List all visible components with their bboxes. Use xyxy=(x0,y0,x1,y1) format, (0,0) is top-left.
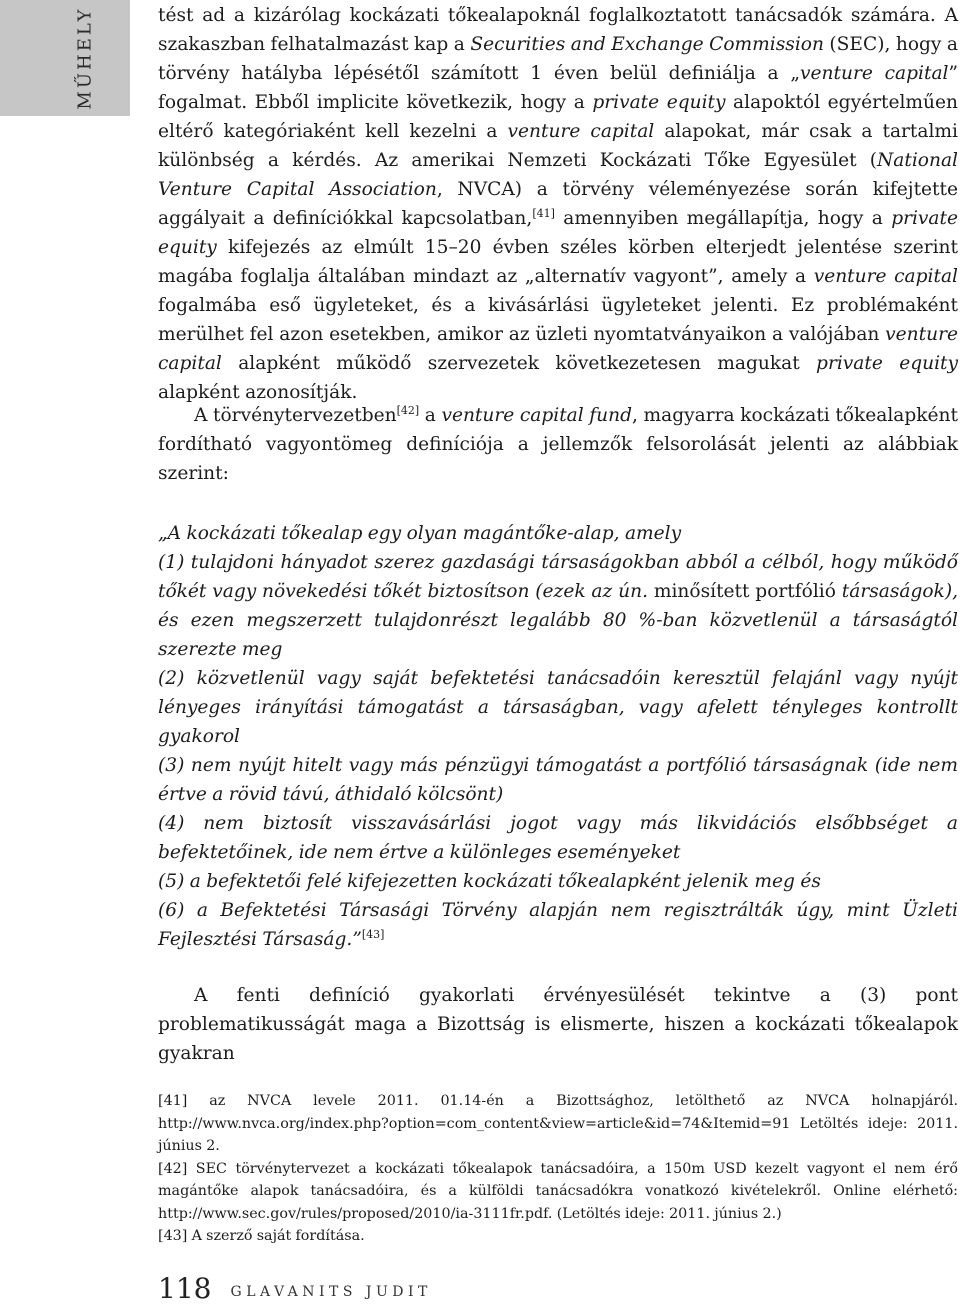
page-footer xyxy=(158,1272,432,1305)
footnote-ref-42[interactable]: [42] xyxy=(396,404,420,417)
footnote-43: [43] A szerző saját fordítása. xyxy=(158,1228,365,1244)
text-run: kifejezés az elmúlt 15–20 évben széles körben elterjedt jelentése szerint magába foglalja általában mindazt az „alternatív vagyont”, amely a xyxy=(158,237,958,287)
text-run: , magyarra kockázati tőkealapként fordítható vagyontömeg definíciója a jellemzők felsorolását jelenti az alábbiak szerint: xyxy=(158,405,958,484)
italic-term: venture capital xyxy=(800,63,949,84)
text-run: a xyxy=(419,405,442,426)
text-run: alapokat, már csak a tartalmi különbség a kérdés. Az amerikai Nemzeti Kockázati Tőke Egyesület ( xyxy=(158,121,958,171)
paragraph-3: A fenti definíció gyakorlati érvényesülését tekintve a (3) pont problematikusságát maga a Bizottság is elismerte, hiszen a kockázati tőkealapok gyakran xyxy=(158,985,958,1064)
section-tab xyxy=(0,0,130,116)
text-run: társaságok), és ezen megszerzett tulajdonrészt legalább 80 %-ban közvetlenül a társaságtól szerezte meg xyxy=(158,581,958,660)
quote-item-3: (3) nem nyújt hitelt vagy más pénzügyi támogatást a portfólió társaságnak (ide nem értve a rövid távú, áthidaló kölcsönt) xyxy=(158,755,958,805)
author-name: GLAVANITS JUDIT xyxy=(230,1284,432,1300)
quote-item-2: (2) közvetlenül vagy saját befektetési tanácsadóin keresztül felajánl vagy nyújt lényeges irányítási támogatást a társaságban, vagy afelett tényleges kontrollt gyakorol xyxy=(158,668,958,747)
quote-item-4: (4) nem biztosít visszavásárlási jogot vagy más likvidációs elsőbbséget a befektetőinek, ide nem értve a különleges eseményeket xyxy=(158,813,958,863)
section-tab-label: MŰHELY xyxy=(74,6,96,110)
footnote-ref-43[interactable]: [43] xyxy=(361,928,385,941)
italic-term: venture capital xyxy=(507,121,655,142)
italic-term: venture capital xyxy=(813,266,958,287)
italic-term: National Venture Capital Association xyxy=(158,150,958,200)
italic-term: private equity xyxy=(816,353,958,374)
definition-quote xyxy=(158,519,958,954)
text-run: ” fogalmat. Ebből implicite következik, hogy a xyxy=(158,63,958,113)
text-run: alapoktól egyértelműen eltérő kategóriaként kell kezelni a xyxy=(158,92,958,142)
text-run: , NVCA) a törvény véleményezése során kifejtette aggályait a definíciókkal kapcsolatban, xyxy=(158,179,958,229)
quote-intro: „A kockázati tőkealap egy olyan magántőke-alap, amely xyxy=(158,523,682,544)
quote-item-5: (5) a befektetői felé kifejezetten kockázati tőkealapként jelenik meg és xyxy=(158,871,821,892)
italic-term: venture capital fund xyxy=(441,405,633,426)
italic-term: private equity xyxy=(592,92,726,113)
page-number: 118 xyxy=(158,1272,212,1305)
quote-item-6 xyxy=(158,896,958,954)
upright-term: minősített portfólió xyxy=(653,581,836,602)
footnote-ref-41[interactable]: [41] xyxy=(532,207,555,220)
text-run: amennyiben megállapítja, hogy a xyxy=(554,208,892,229)
text-run: (1) tulajdoni hányadot szerez gazdasági társaságokban abból a célból, hogy működő tőkét vagy növekedési tőkét biztosítson (ezek az ún. xyxy=(158,552,958,602)
italic-term: private equity xyxy=(158,208,958,258)
text-run: fogalmába eső ügyleteket, és a kivásárlási ügyleteket jelenti. Ez problémaként merülhet fel azon esetekben, amikor az üzleti nyomtatványaikon a valójában xyxy=(158,295,958,345)
footnote-42: [42] SEC törvénytervezet a kockázati tőkealapok tanácsadóira, a 150m USD kezelt vagyont el nem érő magántőke alapok tanácsadóira, és a külföldi tanácsadókra vonatkozó kivételekről. Online elérhető: http://www.sec.gov/rules/proposed/2010/ia-3111fr.pdf. (Letöltés ideje: 2011. június 2.) xyxy=(158,1160,958,1222)
paragraph-1 xyxy=(158,1,958,407)
italic-term: Securities and Exchange Commission xyxy=(470,34,824,55)
text-run: (SEC), hogy a törvény hatályba lépésétől számított 1 éven belül definiálja a „ xyxy=(158,34,958,84)
text-run: (6) a Befektetési Társasági Törvény alapján nem regisztrálták úgy, mint Üzleti Fejlesztési Társaság.” xyxy=(158,900,958,950)
text-run: tést ad a kizárólag kockázati tőkealapoknál foglalkoztatott tanácsadók számára. A szakaszban felhatalmazást kap a xyxy=(158,5,958,55)
italic-term: venture capital xyxy=(158,324,958,374)
text-run: alapként azonosítják. xyxy=(158,382,358,403)
paragraph-2 xyxy=(158,401,958,488)
footnote-41: [41] az NVCA levele 2011. 01.14-én a Bizottsághoz, letölthető az NVCA holnapjáról. http://www.nvca.org/index.php?option=com_content&view=article&id=74&Itemid=91 Letöltés ideje: 2011. június 2. xyxy=(158,1093,958,1154)
quote-item-1 xyxy=(158,548,958,664)
text-run: alapként működő szervezetek következetesen magukat xyxy=(221,353,817,374)
footnotes xyxy=(158,1090,958,1248)
text-run: A törvénytervezetben xyxy=(194,405,397,426)
